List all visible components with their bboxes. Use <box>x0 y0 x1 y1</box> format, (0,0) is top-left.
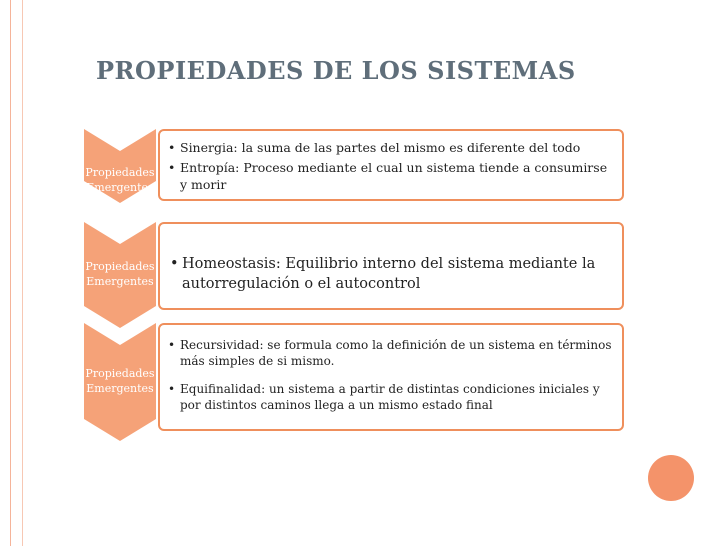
property-card <box>158 222 624 310</box>
bullet-item: • Equifinalidad: un sistema a partir de distintas condiciones iniciales y por distintos caminos llega a un mismo estado final <box>168 381 614 413</box>
bullet-item: • Recursividad: se formula como la definición de un sistema en términos más simples de si mismo. <box>168 337 614 369</box>
chevron-label-line1: Propiedades <box>85 166 155 179</box>
bullet-item: • Homeostasis: Equilibrio interno del sistema mediante la autorregulación o el autocontrol <box>170 254 612 294</box>
bullet-list <box>170 254 612 294</box>
chevron-label <box>84 165 156 195</box>
slide-title: PROPIEDADES DE LOS SISTEMAS <box>96 56 576 85</box>
property-row-1 <box>84 129 624 203</box>
chevron-label-line1: Propiedades <box>85 367 155 380</box>
property-row-2 <box>84 222 624 330</box>
chevron-label <box>84 366 156 396</box>
slide-left-border-line <box>10 0 11 546</box>
property-row-3 <box>84 323 624 441</box>
decorative-circle <box>648 455 694 501</box>
chevron-label-line1: Propiedades <box>85 260 155 273</box>
property-card <box>158 129 624 201</box>
bullet-list <box>168 337 614 413</box>
property-card <box>158 323 624 431</box>
chevron-label-line2: Emergentes <box>86 275 154 288</box>
bullet-item: • Entropía: Proceso mediante el cual un sistema tiende a consumirse y morir <box>168 159 614 193</box>
chevron-label-line2: Emergentes <box>86 382 154 395</box>
bullet-item: • Sinergia: la suma de las partes del mismo es diferente del todo <box>168 139 614 156</box>
slide-left-border <box>0 0 23 546</box>
chevron-label-line2: Emergentes <box>86 181 154 194</box>
bullet-list <box>168 139 614 193</box>
chevron-label <box>84 259 156 289</box>
